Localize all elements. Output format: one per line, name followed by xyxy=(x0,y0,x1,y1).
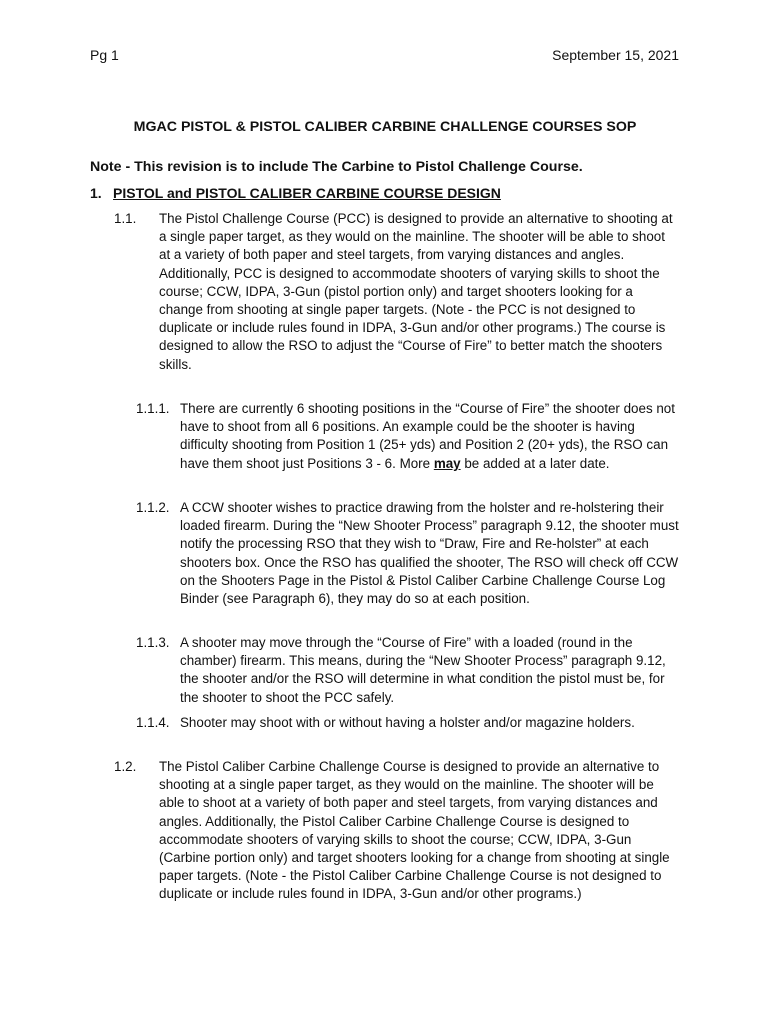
paragraph-text-end: be added at a later date. xyxy=(460,455,610,471)
section-heading xyxy=(90,184,501,202)
paragraph-text xyxy=(180,400,680,473)
paragraph-text-start: There are currently 6 shooting positions in the “Course of Fire” the shooter does not have to shoot from all 6 positions. An example could be the shooter is having difficulty shooting from Position 1 (25+ yds) and Position 2 (20+ yds), the RSO can have them shoot just Positions 3 - 6. More xyxy=(180,401,675,471)
paragraph-number: 1.1.4. xyxy=(136,715,170,730)
page-number: Pg 1 xyxy=(90,47,119,63)
section-number: 1. xyxy=(90,185,102,201)
paragraph-text: The Pistol Caliber Carbine Challenge Course is designed to provide an alternative to shooting at a single paper target, as they would on the mainline. The shooter will be able to shoot at a variety of both paper and steel targets, from varying distances and angles. Additionally, the Pistol Caliber Carbine Challenge Course is designed to accommodate shooters of varying skills to shoot the course; CCW, IDPA, 3-Gun (Carbine portion only) and target shooters looking for a change from shooting at single paper targets. (Note - the Pistol Caliber Carbine Challenge Course is not designed to duplicate or include rules found in IDPA, 3-Gun and/or other programs.) xyxy=(159,759,670,902)
paragraph-number: 1.2. xyxy=(114,759,137,774)
paragraph-number: 1.1. xyxy=(114,211,137,226)
emphasis-may: may xyxy=(433,455,461,471)
paragraph-text: A shooter may move through the “Course of Fire” with a loaded (round in the chamber) firearm. This means, during the “New Shooter Process” paragraph 9.12, the shooter and/or the RSO will determine in what condition the pistol must be, for the shooter to shoot the PCC safely. xyxy=(180,635,666,705)
paragraph-text: A CCW shooter wishes to practice drawing from the holster and re-holstering their loaded firearm. During the “New Shooter Process” paragraph 9.12, the shooter must notify the processing RSO that they wish to “Draw, Fire and Re-holster” at each shooters box. Once the RSO has qualified the shooter, The RSO will check off CCW on the Shooters Page in the Pistol & Pistol Caliber Carbine Challenge Course Log Binder (see Paragraph 6), they may do so at each position. xyxy=(180,500,679,607)
paragraph-number: 1.1.1. xyxy=(136,401,170,416)
document-date: September 15, 2021 xyxy=(552,47,679,63)
document-title: MGAC PISTOL & PISTOL CALIBER CARBINE CHALLENGE COURSES SOP xyxy=(133,119,637,135)
paragraph-text: The Pistol Challenge Course (PCC) is designed to provide an alternative to shooting at a single paper target, as they would on the mainline. The shooter will be able to shoot at a variety of both paper and steel targets, from varying distances and angles. Additionally, PCC is designed to accommodate shooters of varying skills to shoot the course; CCW, IDPA, 3-Gun (pistol portion only) and target shooters looking for a change from shooting at single paper targets. (Note - the PCC is not designed to duplicate or include rules found in IDPA, 3-Gun and/or other programs.) The course is designed to allow the RSO to adjust the “Course of Fire” to better match the shooters skills. xyxy=(159,211,673,372)
paragraph-text: Shooter may shoot with or without having a holster and/or magazine holders. xyxy=(180,715,635,730)
revision-note: Note - This revision is to include The Carbine to Pistol Challenge Course. xyxy=(90,159,583,175)
paragraph-number: 1.1.2. xyxy=(136,500,170,515)
paragraph-number: 1.1.3. xyxy=(136,635,170,650)
section-label: PISTOL and PISTOL CALIBER CARBINE COURSE DESIGN xyxy=(113,185,501,201)
